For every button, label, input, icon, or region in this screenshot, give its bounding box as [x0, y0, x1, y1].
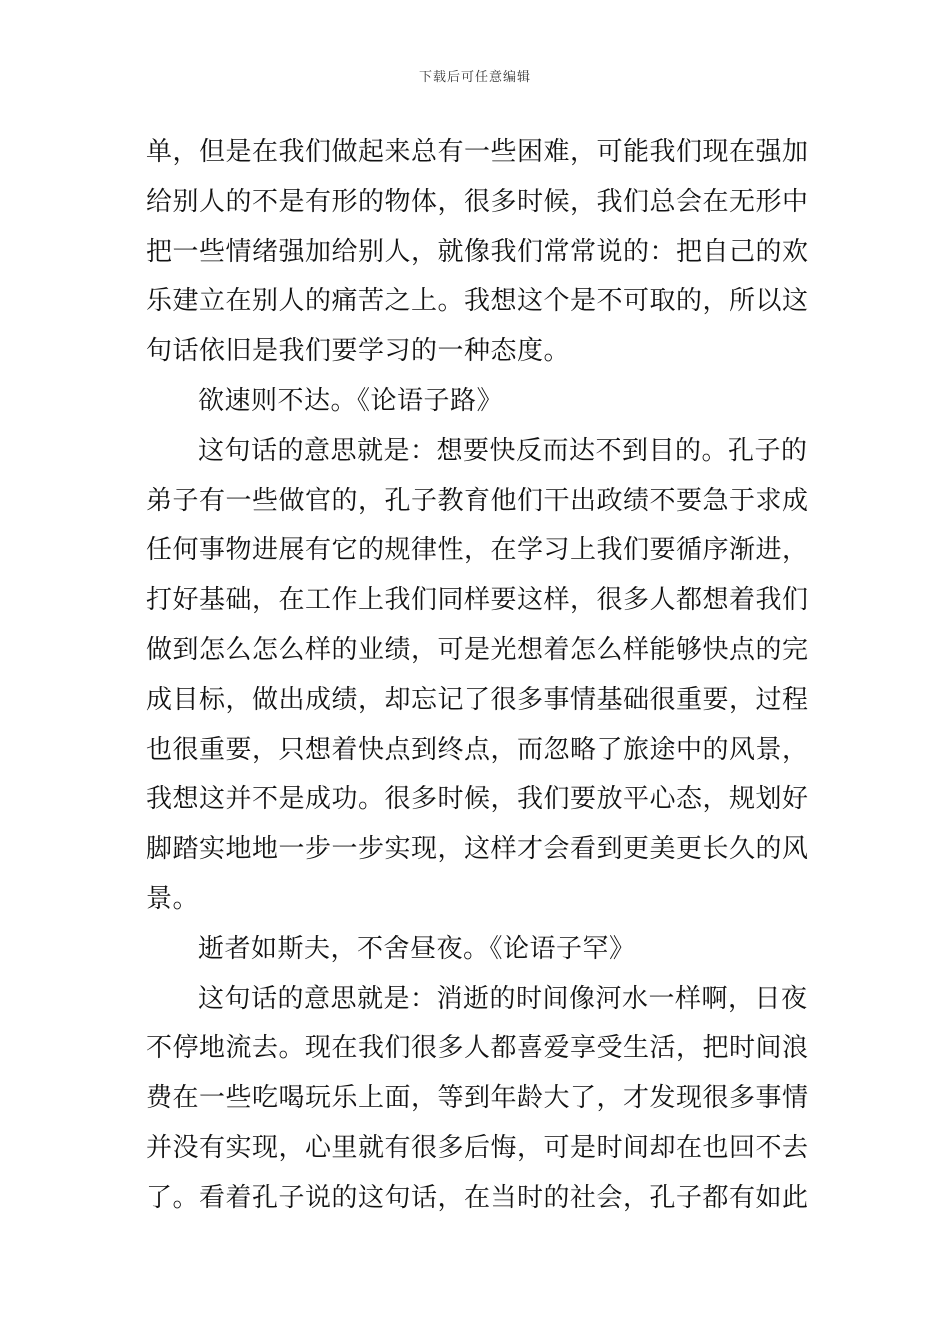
- document-body: [146, 128, 808, 1224]
- text-line: 这句话的意思就是：消逝的时间像河水一样啊，日夜: [198, 983, 808, 1014]
- text-line: 给别人的不是有形的物体，很多时候，我们总会在无形中: [146, 186, 809, 217]
- text-line: 任何事物进展有它的规律性，在学习上我们要循序渐进，: [146, 535, 809, 566]
- quote-heading: 欲速则不达。《论语子路》: [198, 385, 504, 416]
- text-line: 我想这并不是成功。很多时候，我们要放平心态，规划好: [146, 784, 809, 815]
- text-line: 弟子有一些做官的，孔子教育他们干出政绩不要急于求成: [146, 485, 809, 516]
- text-line: 把一些情绪强加给别人，就像我们常常说的：把自己的欢: [146, 236, 809, 267]
- text-line: 并没有实现，心里就有很多后悔，可是时间却在也回不去: [146, 1132, 809, 1163]
- text-line: 不停地流去。现在我们很多人都喜爱享受生活，把时间浪: [146, 1033, 809, 1064]
- text-line: 脚踏实地地一步一步实现，这样才会看到更美更长久的风: [146, 834, 809, 865]
- text-line: 景。: [146, 883, 200, 914]
- page-header: 下载后可任意编辑: [418, 70, 531, 85]
- text-line: 这句话的意思就是：想要快反而达不到目的。孔子的: [198, 435, 808, 466]
- text-line: 打好基础，在工作上我们同样要这样，很多人都想着我们: [146, 585, 809, 616]
- quote-heading: 逝者如斯夫，不舍昼夜。《论语子罕》: [198, 933, 636, 964]
- text-line: 费在一些吃喝玩乐上面，等到年龄大了，才发现很多事情: [146, 1083, 809, 1114]
- text-line: 句话依旧是我们要学习的一种态度。: [146, 336, 571, 367]
- text-line: 也很重要，只想着快点到终点，而忽略了旅途中的风景，: [146, 734, 809, 765]
- text-line: 单，但是在我们做起来总有一些困难，可能我们现在强加: [146, 137, 809, 167]
- text-line: 成目标，做出成绩，却忘记了很多事情基础很重要，过程: [146, 684, 809, 715]
- text-line: 了。看着孔子说的这句话，在当时的社会，孔子都有如此: [146, 1182, 809, 1213]
- text-line: 乐建立在别人的痛苦之上。我想这个是不可取的，所以这: [146, 286, 809, 317]
- text-line: 做到怎么怎么样的业绩，可是光想着怎么样能够快点的完: [146, 634, 809, 665]
